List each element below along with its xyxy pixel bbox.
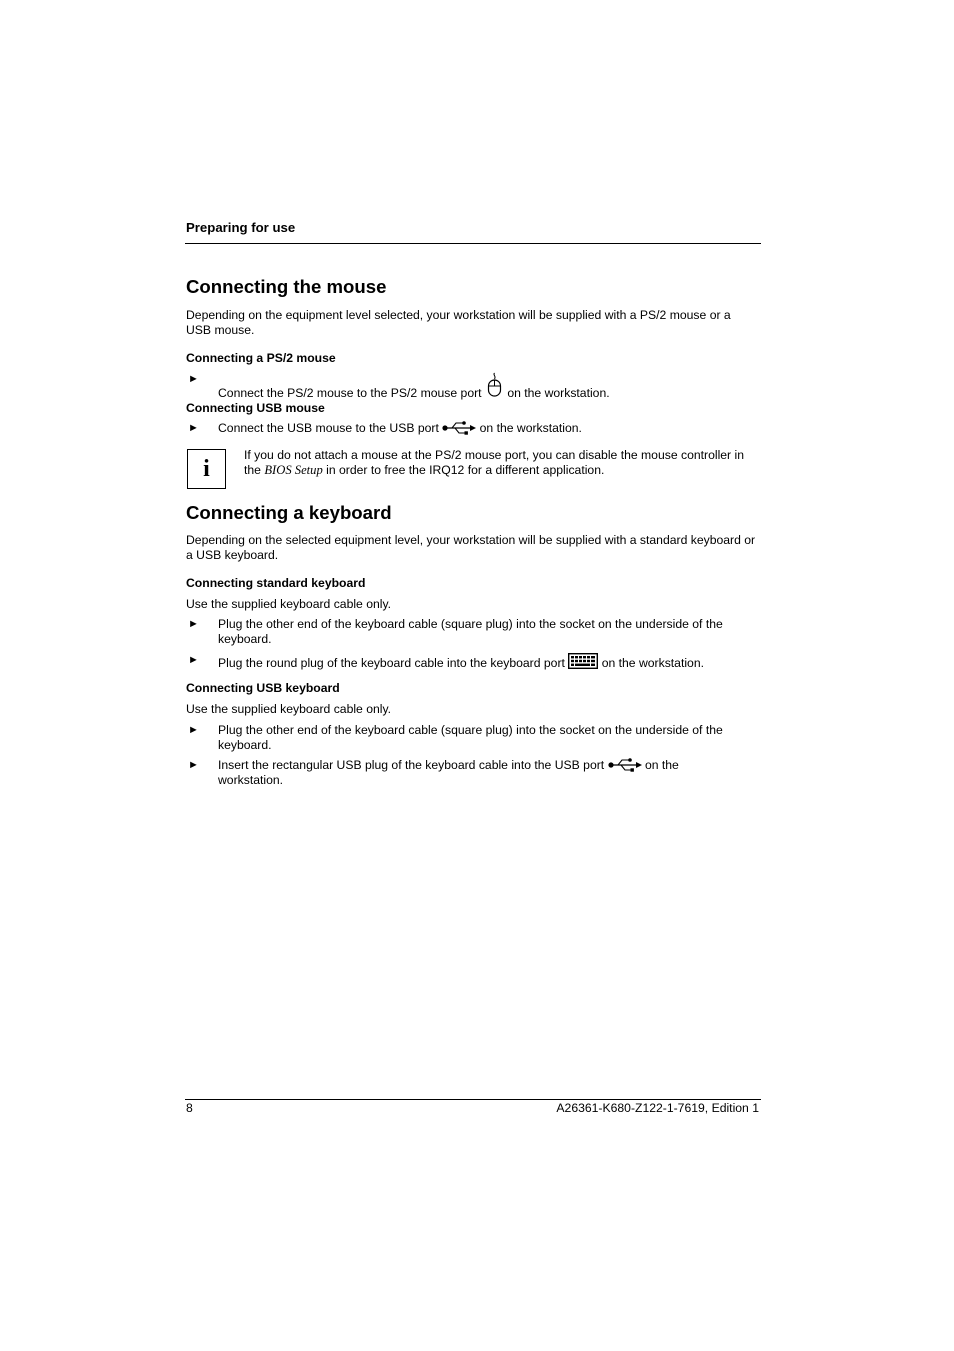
info-icon bbox=[187, 449, 226, 489]
bios-setup-term: BIOS Setup bbox=[264, 462, 323, 477]
bullet-arrow: ► bbox=[188, 724, 199, 736]
document-id: A26361-K680-Z122-1-7619, Edition 1 bbox=[556, 1101, 759, 1115]
mouse-intro-paragraph: Depending on the equipment level selected, your workstation will be supplied with a PS/2 mouse or a USB mouse. bbox=[186, 308, 731, 337]
header-rule bbox=[185, 243, 761, 244]
info-icon-glyph: i bbox=[203, 456, 210, 482]
bullet-arrow: ► bbox=[188, 654, 199, 666]
info-note-text: If you do not attach a mouse at the PS/2 mouse port, you can disable the mouse controller in the bbox=[244, 448, 744, 477]
info-note bbox=[244, 448, 759, 477]
ps2-step-text-end: on the workstation. bbox=[507, 386, 610, 400]
bullet-arrow: ► bbox=[188, 759, 199, 771]
mouse-port-icon bbox=[486, 372, 503, 398]
page-number: 8 bbox=[186, 1101, 193, 1115]
usb-mouse-step-text: Connect the USB mouse to the USB port bbox=[218, 421, 439, 435]
usb-icon bbox=[442, 421, 476, 435]
section-heading-mouse: Connecting the mouse bbox=[186, 276, 387, 297]
standard-keyboard-step-1-text: Plug the other end of the keyboard cable (square plug) into the socket on the underside of the keyboard. bbox=[218, 617, 723, 646]
section-heading-keyboard: Connecting a keyboard bbox=[186, 502, 392, 523]
page-header-title: Preparing for use bbox=[186, 220, 296, 235]
keyboard-intro-paragraph: Depending on the selected equipment level, your workstation will be supplied with a standard keyboard or a USB keyboard. bbox=[186, 533, 756, 562]
usb-keyboard-step-2-text-end: on the workstation. bbox=[218, 758, 679, 787]
usb-mouse-step-text-end: on the workstation. bbox=[479, 421, 582, 435]
standard-keyboard-step-2-text-end: on the workstation. bbox=[601, 656, 704, 670]
footer-rule bbox=[185, 1099, 761, 1100]
bullet-arrow: ► bbox=[188, 618, 199, 630]
usb-keyboard-lead: Use the supplied keyboard cable only. bbox=[186, 702, 392, 716]
usb-keyboard-step-2-text: Insert the rectangular USB plug of the keyboard cable into the USB port bbox=[218, 758, 605, 772]
subheading-ps2-mouse: Connecting a PS/2 mouse bbox=[186, 351, 336, 365]
standard-keyboard-step-2-text: Plug the round plug of the keyboard cable into the keyboard port bbox=[218, 656, 565, 670]
standard-keyboard-lead: Use the supplied keyboard cable only. bbox=[186, 597, 392, 611]
bullet-arrow: ► bbox=[188, 422, 199, 434]
subheading-usb-keyboard: Connecting USB keyboard bbox=[186, 681, 340, 695]
usb-icon bbox=[608, 758, 642, 772]
keyboard-icon bbox=[568, 653, 598, 669]
subheading-standard-keyboard: Connecting standard keyboard bbox=[186, 576, 366, 590]
usb-keyboard-step-1-text: Plug the other end of the keyboard cable (square plug) into the socket on the underside of the keyboard. bbox=[218, 723, 723, 752]
info-note-text-end: in order to free the IRQ12 for a different application. bbox=[326, 462, 605, 477]
bullet-arrow: ► bbox=[188, 373, 199, 385]
ps2-step-text: Connect the PS/2 mouse to the PS/2 mouse port bbox=[218, 386, 482, 400]
subheading-usb-mouse: Connecting USB mouse bbox=[186, 401, 325, 415]
